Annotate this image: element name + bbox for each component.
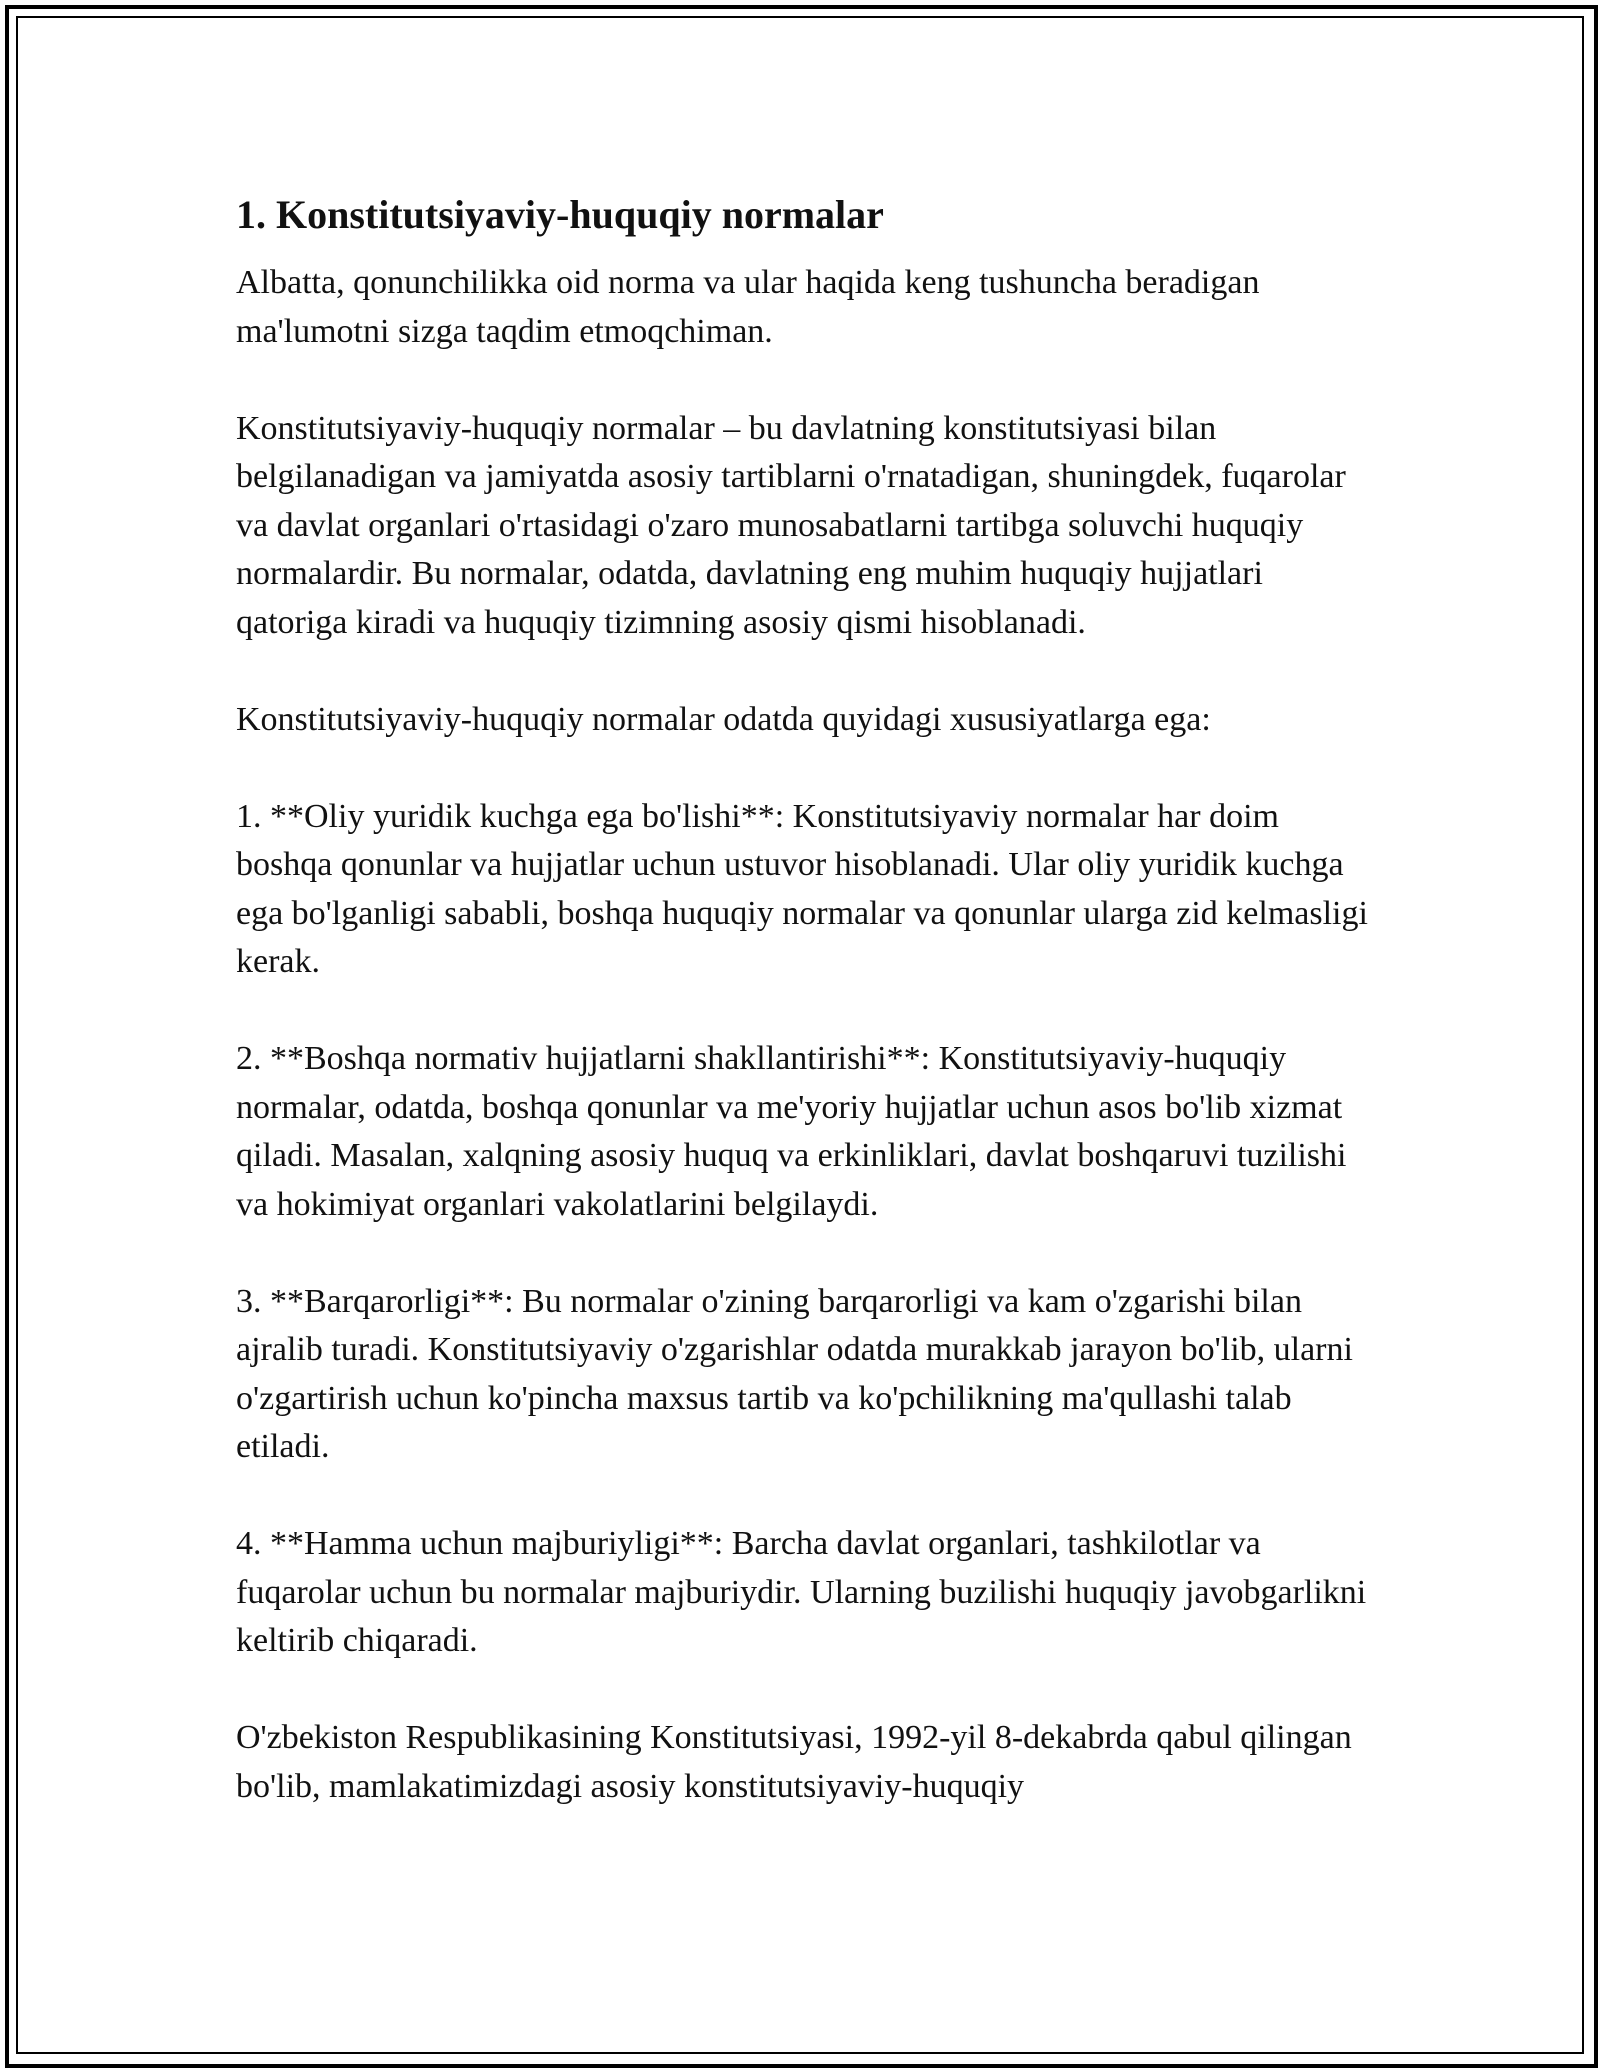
features-intro-paragraph: Konstitutsiyaviy-huquqiy normalar odatda quyidagi xususiyatlarga ega: <box>236 700 1211 738</box>
closing-paragraph: O'zbekiston Respublikasining Konstitutsiyasi, 1992-yil 8-dekabrda qabul qilingan bo'lib, mamlakatimizdagi asosiy konstitutsiyaviy-huquqiy <box>236 1719 1352 1805</box>
definition-paragraph: Konstitutsiyaviy-huquqiy normalar – bu davlatning konstitutsiyasi bilan belgilanadigan va jamiyatda asosiy tartiblarni o'rnatadigan, shuningdek, fuqarolar va davlat organlari o'rtasidagi o'zaro munosabatlarni tartibga soluvchi huquqiy normalardir. Bu normalar, odatda, davlatning eng muhim huquqiy hujjatlari qatoriga kiradi va huquqiy tizimning asosiy qismi hisoblanadi. <box>236 409 1346 641</box>
document-body <box>236 183 1371 1811</box>
intro-paragraph: Albatta, qonunchilikka oid norma va ular haqida keng tushuncha beradigan ma'lumotni sizga taqdim etmoqchiman. <box>236 264 1260 350</box>
feature-item-3: 3. **Barqarorligi**: Bu normalar o'zining barqarorligi va kam o'zgarishi bilan ajralib turadi. Konstitutsiyaviy o'zgarishlar odatda murakkab jarayon bo'lib, ularni o'zgartirish uchun ko'pincha maxsus tartib va ko'pchilikning ma'qullashi talab etiladi. <box>236 1282 1353 1465</box>
feature-item-4: 4. **Hamma uchun majburiyligi**: Barcha davlat organlari, tashkilotlar va fuqarolar uchun bu normalar majburiydir. Ularning buzilishi huquqiy javobgarlikni keltirib chiqaradi. <box>236 1525 1367 1659</box>
feature-item-2: 2. **Boshqa normativ hujjatlarni shakllantirishi**: Konstitutsiyaviy-huquqiy normalar, odatda, boshqa qonunlar va me'yoriy hujjatlar uchun asos bo'lib xizmat qiladi. Masalan, xalqning asosiy huquq va erkinliklari, davlat boshqaruvi tuzilishi va hokimiyat organlari vakolatlarini belgilaydi. <box>236 1040 1347 1223</box>
feature-item-1: 1. **Oliy yuridik kuchga ega bo'lishi**: Konstitutsiyaviy normalar har doim boshqa qonunlar va hujjatlar uchun ustuvor hisoblanadi. Ular oliy yuridik kuchga ega bo'lganligi sababli, boshqa huquqiy normalar va qonunlar ularga zid kelmasligi kerak. <box>236 797 1368 980</box>
section-title: 1. Konstitutsiyaviy-huquqiy normalar <box>236 192 884 237</box>
